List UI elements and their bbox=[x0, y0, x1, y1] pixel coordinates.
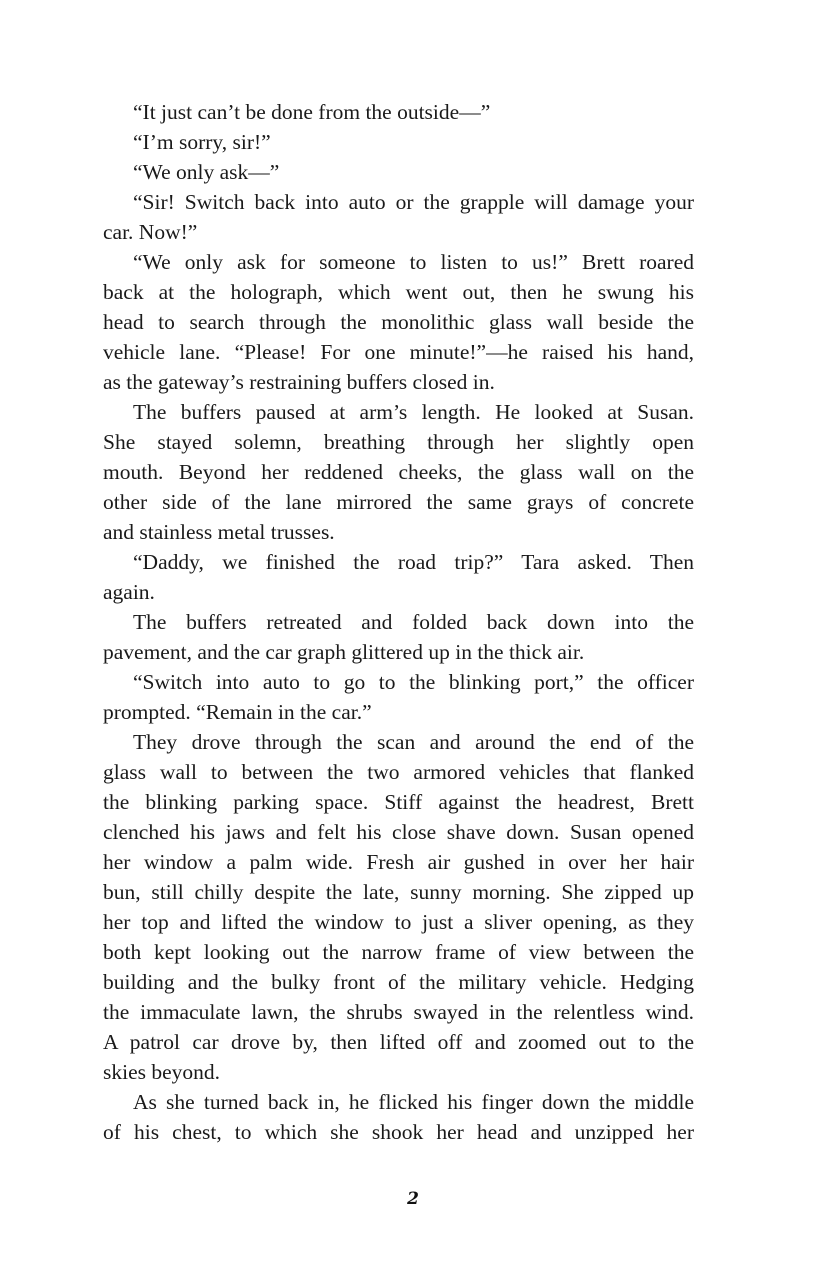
text-line: her top and lifted the window to just a sliver opening, as they bbox=[103, 910, 694, 934]
text-line: “We only ask for someone to listen to us!” Brett roared bbox=[133, 250, 694, 274]
text-line: building and the bulky front of the military vehicle. Hedging bbox=[103, 970, 694, 994]
text-line: head to search through the monolithic glass wall beside the bbox=[103, 310, 694, 334]
body-text bbox=[103, 97, 694, 1147]
text-line: as the gateway’s restraining buffers closed in. bbox=[103, 370, 495, 394]
text-line: other side of the lane mirrored the same grays of concrete bbox=[103, 490, 694, 514]
text-line: pavement, and the car graph glittered up in the thick air. bbox=[103, 640, 585, 664]
page-number: 2 bbox=[407, 1189, 419, 1209]
text-line: “Sir! Switch back into auto or the grapple will damage your bbox=[133, 190, 694, 214]
text-line: again. bbox=[103, 580, 155, 604]
text-line: her window a palm wide. Fresh air gushed in over her hair bbox=[103, 850, 694, 874]
text-line: A patrol car drove by, then lifted off and zoomed out to the bbox=[103, 1030, 694, 1054]
text-line: car. Now!” bbox=[103, 220, 198, 244]
text-line: mouth. Beyond her reddened cheeks, the glass wall on the bbox=[103, 460, 694, 484]
text-line: and stainless metal trusses. bbox=[103, 520, 335, 544]
text-line: “I’m sorry, sir!” bbox=[133, 130, 271, 154]
text-line: of his chest, to which she shook her head and unzipped her bbox=[103, 1120, 694, 1144]
text-line: the immaculate lawn, the shrubs swayed in the relentless wind. bbox=[103, 1000, 694, 1024]
text-line: skies beyond. bbox=[103, 1060, 221, 1084]
text-line: back at the holograph, which went out, then he swung his bbox=[103, 280, 694, 304]
text-line: the blinking parking space. Stiff against the headrest, Brett bbox=[103, 790, 694, 814]
text-line: glass wall to between the two armored vehicles that flanked bbox=[103, 760, 694, 784]
text-line: clenched his jaws and felt his close shave down. Susan opened bbox=[103, 820, 694, 844]
text-line: “Switch into auto to go to the blinking port,” the officer bbox=[133, 670, 694, 694]
text-line: They drove through the scan and around the end of the bbox=[133, 730, 694, 754]
text-line: “We only ask—” bbox=[133, 160, 280, 184]
text-line: vehicle lane. “Please! For one minute!”—he raised his hand, bbox=[103, 340, 694, 364]
text-line: The buffers retreated and folded back down into the bbox=[133, 610, 694, 634]
text-line: both kept looking out the narrow frame of view between the bbox=[103, 940, 694, 964]
text-line: “It just can’t be done from the outside—” bbox=[133, 100, 491, 124]
text-line: prompted. “Remain in the car.” bbox=[103, 700, 372, 724]
text-line: The buffers paused at arm’s length. He looked at Susan. bbox=[133, 400, 694, 424]
text-line: As she turned back in, he flicked his finger down the middle bbox=[133, 1090, 694, 1114]
text-line: She stayed solemn, breathing through her slightly open bbox=[103, 430, 694, 454]
text-line: bun, still chilly despite the late, sunny morning. She zipped up bbox=[103, 880, 694, 904]
text-line: “Daddy, we finished the road trip?” Tara asked. Then bbox=[133, 550, 694, 574]
